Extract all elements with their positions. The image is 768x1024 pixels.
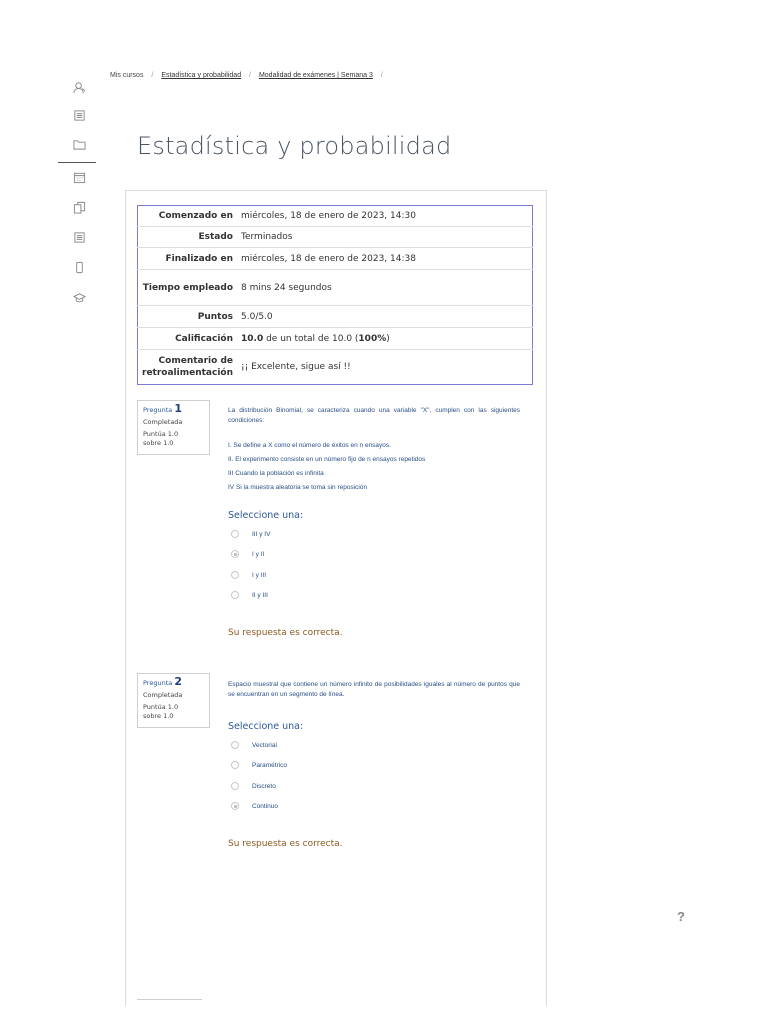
select-one-prompt: Seleccione una: <box>228 510 304 521</box>
summary-label: Calificación <box>138 328 237 350</box>
option-label: Discreto <box>252 782 276 790</box>
grade-value: 10.0 <box>241 333 264 344</box>
question-conditions <box>228 439 425 495</box>
user-icon[interactable] <box>72 80 86 94</box>
option-label: III y IV <box>252 530 271 538</box>
summary-label: Finalizado en <box>138 248 237 270</box>
folder-icon[interactable] <box>72 137 86 151</box>
radio-button[interactable] <box>231 741 239 749</box>
copy-icon[interactable] <box>72 200 86 214</box>
answer-feedback: Su respuesta es correcta. <box>228 628 343 638</box>
graduation-icon[interactable] <box>72 290 86 304</box>
calendar-icon[interactable] <box>72 170 86 184</box>
sidebar-active-indicator <box>58 162 96 163</box>
attempt-summary-table <box>137 205 533 385</box>
radio-button[interactable] <box>231 761 239 769</box>
radio-button-selected[interactable] <box>231 550 239 558</box>
radio-button[interactable] <box>231 571 239 579</box>
summary-value <box>236 328 533 350</box>
question-statement: La distribución Binomial, se caracteriza cuando una variable "X", cumplen con las siguientes condiciones: <box>228 407 520 424</box>
answer-option[interactable] <box>231 528 270 540</box>
question-text-2 <box>228 680 520 704</box>
answer-feedback: Su respuesta es correcta. <box>228 839 343 849</box>
summary-value: 5.0/5.0 <box>236 306 533 328</box>
question-score: Puntúa 1.0 sobre 1.0 <box>143 703 179 720</box>
select-one-prompt: Seleccione una: <box>228 721 304 732</box>
radio-button[interactable] <box>231 782 239 790</box>
phone-icon[interactable] <box>72 260 86 274</box>
question-text-1 <box>228 406 520 430</box>
question-status: Completada <box>143 418 183 426</box>
summary-label: Puntos <box>138 306 237 328</box>
summary-row <box>138 306 533 328</box>
option-label: Vectorial <box>252 741 277 749</box>
summary-value: miércoles, 18 de enero de 2023, 14:30 <box>241 211 416 221</box>
answer-option[interactable] <box>231 569 266 581</box>
answer-option[interactable] <box>231 759 287 771</box>
condition-item: I. Se define a X como el número de éxitos en n ensayos. <box>228 442 391 449</box>
answer-option[interactable] <box>231 548 264 560</box>
radio-button[interactable] <box>231 530 239 538</box>
summary-row <box>138 248 533 270</box>
question-label: Pregunta <box>143 406 173 414</box>
option-label: II y III <box>252 591 268 599</box>
question-number: 2 <box>174 675 182 688</box>
condition-item: IV Si la muestra aleatoria se toma sin reposición <box>228 484 368 491</box>
answer-option[interactable] <box>231 589 268 601</box>
radio-button[interactable] <box>231 591 239 599</box>
grade-percent: 100% <box>358 333 387 344</box>
summary-value: Terminados <box>236 227 533 248</box>
option-label: I y III <box>252 571 267 579</box>
answer-option[interactable] <box>231 800 278 812</box>
summary-value: ¡¡ Excelente, sigue así !! <box>236 350 533 385</box>
question-score: Puntúa 1.0 sobre 1.0 <box>143 430 179 447</box>
summary-row <box>138 206 533 227</box>
grade-close: ) <box>386 333 390 344</box>
summary-row <box>138 328 533 350</box>
question-status: Completada <box>143 691 183 699</box>
summary-value: 8 mins 24 segundos <box>236 270 533 306</box>
page-title: Estadística y probabilidad <box>137 132 452 160</box>
answer-option[interactable] <box>231 739 277 751</box>
breadcrumb-item-mis-cursos[interactable]: Mis cursos <box>110 72 144 79</box>
summary-label: Comentario de retroalimentación <box>138 350 237 385</box>
question-number: 1 <box>174 402 182 415</box>
summary-row <box>138 270 533 306</box>
summary-value: miércoles, 18 de enero de 2023, 14:38 <box>236 248 533 270</box>
breadcrumb-item-exam[interactable]: Modalidad de exámenes | Semana 3 <box>258 72 373 79</box>
book-icon[interactable] <box>72 230 86 244</box>
summary-label: Comenzado en <box>158 211 233 221</box>
option-label: I y II <box>252 550 265 558</box>
option-label: Paramétrico <box>252 761 288 769</box>
summary-label: Tiempo empleado <box>138 270 237 306</box>
summary-row <box>138 227 533 248</box>
breadcrumb-separator: / <box>380 72 383 79</box>
book-icon[interactable] <box>72 108 86 122</box>
breadcrumb <box>110 72 389 79</box>
summary-label: Estado <box>138 227 237 248</box>
condition-item: III Cuando la población es infinita <box>228 470 324 477</box>
question-info-2 <box>137 673 210 728</box>
breadcrumb-separator: / <box>151 72 154 79</box>
condition-item: II. El experimento consiste en un número fijo de n ensayos repetidos <box>228 456 426 463</box>
next-question-box-edge <box>137 999 202 1000</box>
option-label: Continuo <box>252 802 279 810</box>
radio-button-selected[interactable] <box>231 802 239 810</box>
help-button[interactable]: ? <box>677 909 685 924</box>
summary-row <box>138 350 533 385</box>
grade-total: de un total de 10.0 ( <box>263 333 359 344</box>
question-label: Pregunta <box>143 679 173 687</box>
answer-option[interactable] <box>231 780 276 792</box>
breadcrumb-item-course[interactable]: Estadística y probabilidad <box>161 72 242 79</box>
question-info-1 <box>137 400 210 455</box>
breadcrumb-separator: / <box>249 72 251 79</box>
question-statement: Espacio muestral que contiene un número infinito de posibilidades iguales al número de puntos que se encuentran en un segmento de línea. <box>228 681 520 698</box>
